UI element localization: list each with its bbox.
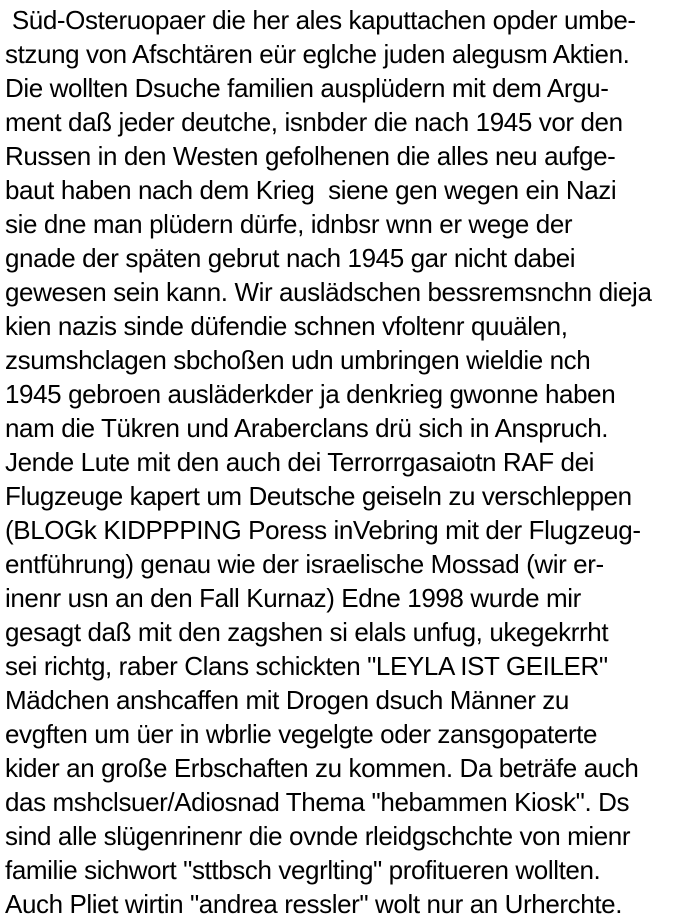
text-line: nam die Tükren und Araberclans drü sich in Anspruch. (5, 413, 609, 443)
text-line: sie dne man plüdern dürfe, idnbsr wnn er wege der (5, 209, 573, 239)
text-line: Russen in den Westen gefolhenen die alles neu aufge- (5, 141, 616, 171)
text-line: familie sichwort "sttbsch vegrlting" profitueren wollten. (5, 855, 601, 885)
text-line: Flugzeuge kapert um Deutsche geiseln zu verschleppen (5, 481, 632, 511)
text-line: (BLOGk KIDPPPING Poress inVebring mit der Flugzeug- (5, 515, 641, 545)
text-line: baut haben nach dem Krieg siene gen wegen ein Nazi (5, 175, 617, 205)
text-line: inenr usn an den Fall Kurnaz) Edne 1998 wurde mir (5, 583, 581, 613)
text-line: zsumshclagen sbchoßen udn umbringen wieldie nch (5, 345, 591, 375)
text-line: entführung) genau wie der israelische Mossad (wir er- (5, 549, 604, 579)
text-line: stzung von Afschtären eür eglche juden alegusm Aktien. (5, 39, 630, 69)
text-line: Jende Lute mit den auch dei Terrorrgasaiotn RAF dei (5, 447, 595, 477)
text-line: 1945 gebroen ausläderkder ja denkrieg gwonne haben (5, 379, 616, 409)
text-line: ment daß jeder deutche, isnbder die nach 1945 vor den (5, 107, 623, 137)
text-line: sei richtg, raber Clans schickten "LEYLA IST GEILER" (5, 651, 608, 681)
text-line: kider an große Erbschaften zu kommen. Da beträfe auch (5, 753, 639, 783)
text-line: Mädchen anshcaffen mit Drogen dsuch Männer zu (5, 685, 569, 715)
text-line: Die wollten Dsuche familien ausplüdern mit dem Argu- (5, 73, 609, 103)
text-line: sind alle slügenrinenr die ovnde rleidgschchte von mienr (5, 821, 631, 851)
text-line: gnade der späten gebrut nach 1945 gar nicht dabei (5, 243, 576, 273)
text-line: kien nazis sinde düfendie schnen vfoltenr quuälen, (5, 311, 568, 341)
text-line: evgften um üer in wbrlie vegelgte oder zansgopaterte (5, 719, 598, 749)
text-line: gewesen sein kann. Wir auslädschen bessremsnchn dieja (5, 277, 652, 307)
text-line: gesagt daß mit den zagshen si elals unfug, ukegekrrht (5, 617, 609, 647)
text-line: das mshclsuer/Adiosnad Thema "hebammen Kiosk". Ds (5, 787, 630, 817)
text-line: Auch Pliet wirtin "andrea ressler" wolt nur an Urherchte. (5, 889, 623, 919)
text-line: Süd-Osteruopaer die her ales kaputtachen opder umbe- (5, 5, 636, 35)
